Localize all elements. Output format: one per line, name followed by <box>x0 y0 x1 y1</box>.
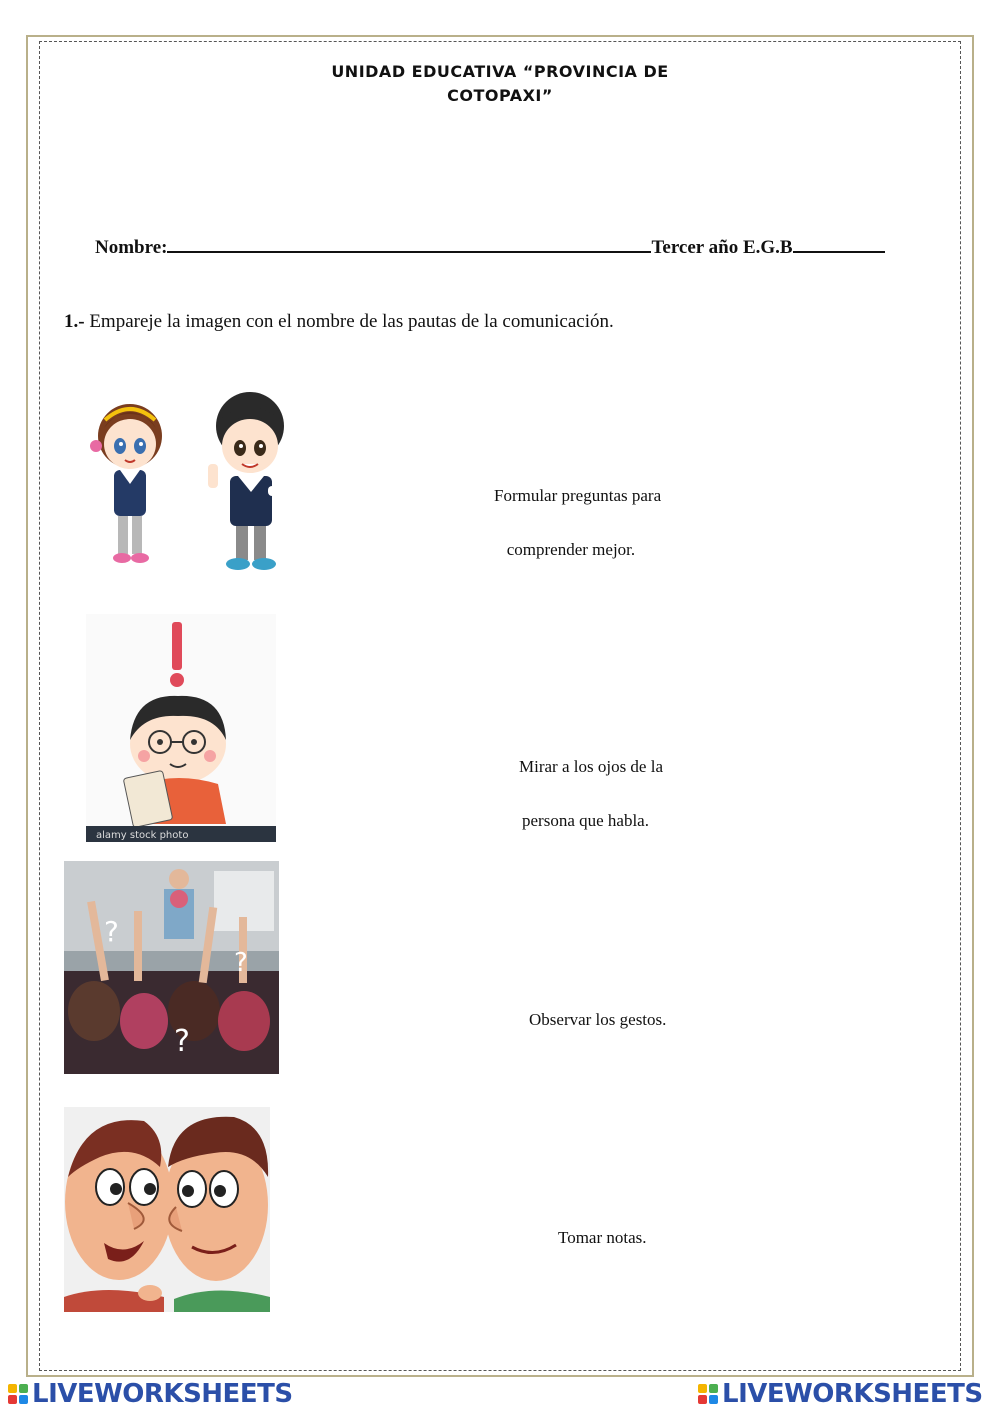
student-info-row <box>95 233 885 259</box>
exercise-instruction-text: Empareje la imagen con el nombre de las pautas de la comunicación. <box>89 311 614 332</box>
grade-label: Tercer año E.G.B <box>651 237 793 258</box>
option-2-line2: persona que habla. <box>522 811 649 830</box>
option-1-line2: comprender mejor. <box>494 540 636 559</box>
svg-text:?: ? <box>104 915 119 948</box>
liveworksheets-logo-right[interactable] <box>698 1379 983 1409</box>
option-2-line1: Mirar a los ojos de la <box>519 757 663 776</box>
option-3-line1: Observar los gestos. <box>529 1010 667 1029</box>
option-formular-preguntas[interactable] <box>494 451 661 577</box>
boy-taking-notes-illustration[interactable] <box>86 614 276 842</box>
school-title <box>0 60 1000 108</box>
liveworksheets-logo-left[interactable] <box>8 1379 293 1409</box>
exercise-instruction <box>64 311 614 333</box>
alamy-watermark: alamy stock photo <box>96 830 189 841</box>
school-title-line2: COTOPAXI” <box>447 86 553 105</box>
exercise-number: 1.- <box>64 311 85 332</box>
name-label: Nombre: <box>95 237 168 258</box>
grade-blank-line[interactable] <box>793 233 885 253</box>
name-blank-line[interactable] <box>167 233 651 253</box>
liveworksheets-logo-icon <box>698 1384 718 1404</box>
two-men-looking-illustration[interactable] <box>64 1107 270 1312</box>
liveworksheets-brand-right: LIVEWORKSHEETS <box>722 1379 983 1409</box>
kids-talking-illustration[interactable] <box>78 388 300 578</box>
svg-text:?: ? <box>174 1024 190 1059</box>
option-mirar-ojos[interactable] <box>519 722 663 848</box>
school-title-line1: UNIDAD EDUCATIVA “PROVINCIA DE <box>331 62 669 81</box>
option-4-line1: Tomar notas. <box>558 1228 647 1247</box>
liveworksheets-brand-left: LIVEWORKSHEETS <box>32 1379 293 1409</box>
option-observar-gestos[interactable] <box>529 975 666 1047</box>
option-tomar-notas[interactable] <box>558 1193 647 1265</box>
option-1-line1: Formular preguntas para <box>494 486 662 505</box>
svg-text:?: ? <box>234 948 248 978</box>
liveworksheets-logo-icon <box>8 1384 28 1404</box>
classroom-raised-hands-photo[interactable] <box>64 861 279 1074</box>
